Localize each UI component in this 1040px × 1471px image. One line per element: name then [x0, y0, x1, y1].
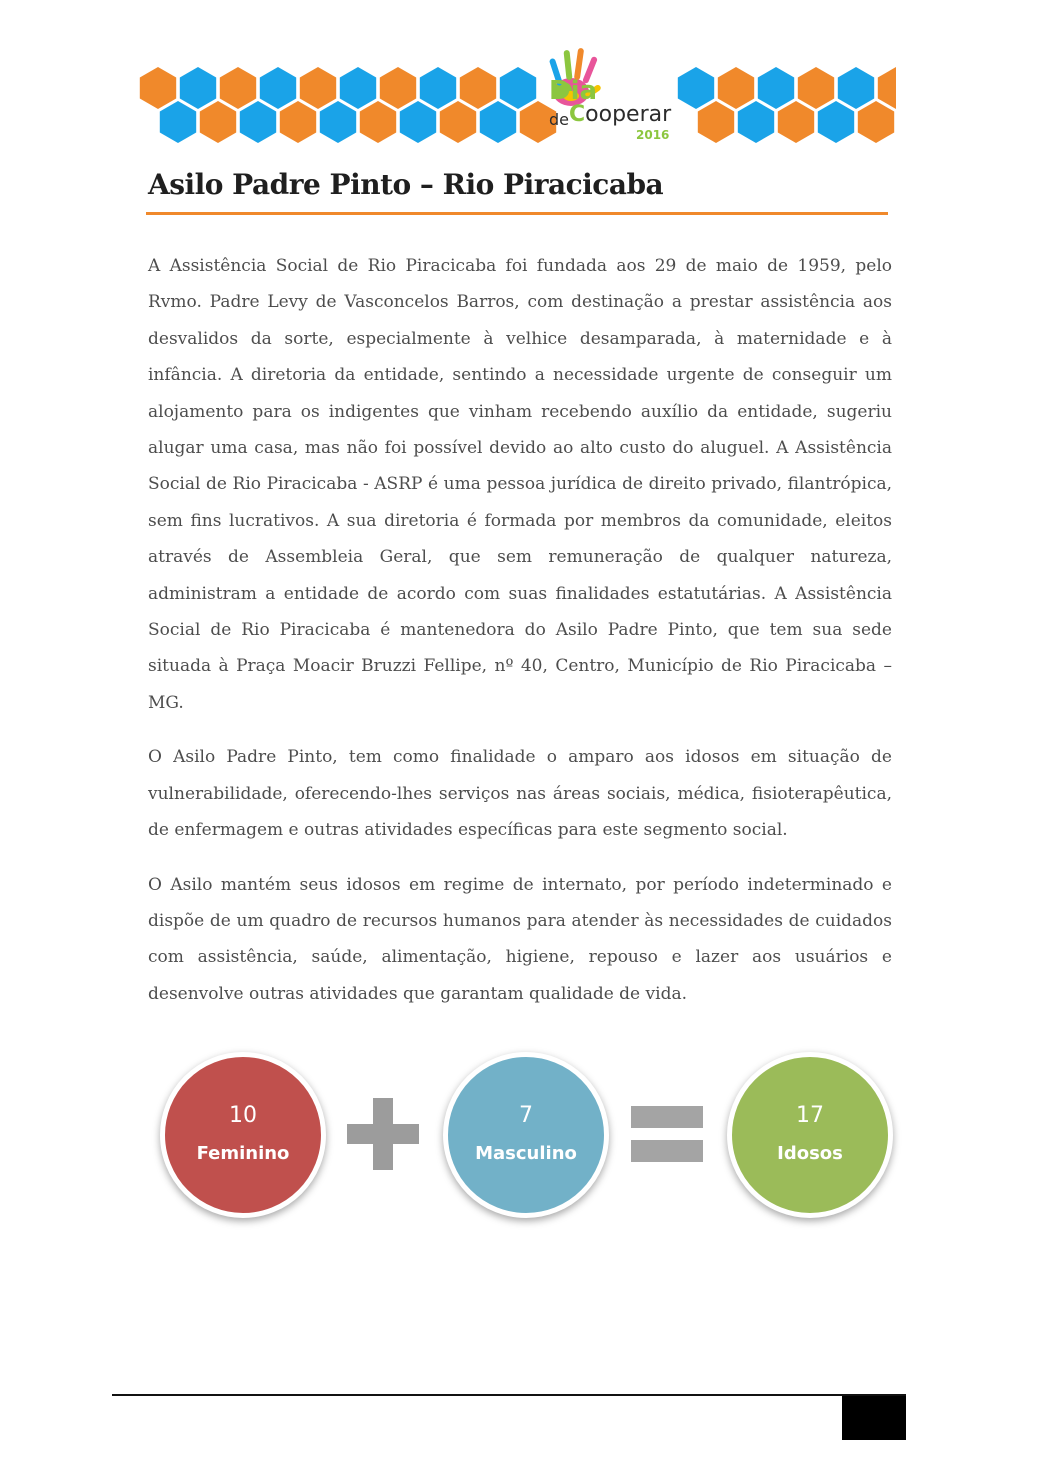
hexagon: [878, 67, 896, 109]
male-count-value: 7: [519, 1103, 533, 1128]
total-count-label: Idosos: [777, 1143, 843, 1164]
dia-de-cooperar-logo: [541, 46, 673, 150]
hexagon: [718, 67, 754, 109]
female-count-label: Feminino: [196, 1143, 290, 1164]
hexagon: [360, 101, 396, 143]
hexagon: [798, 67, 834, 109]
hexagon: [420, 67, 456, 109]
hexagon: [280, 101, 316, 143]
hexagon: [460, 67, 496, 109]
hexagon: [480, 101, 516, 143]
hexagon: [440, 101, 476, 143]
logo-year-text: 2016: [636, 128, 670, 142]
hexagon: [678, 67, 714, 109]
hexagon: [220, 67, 256, 109]
body-text: [148, 248, 892, 1030]
logo-dia-text: Dia: [549, 76, 598, 106]
hexagon: [300, 67, 336, 109]
hexagon: [400, 101, 436, 143]
hexagon-pattern: [136, 46, 896, 156]
hexagon: [818, 101, 854, 143]
paragraph-services: O Asilo mantém seus idosos em regime de internato, por período indeterminado e dispõe de um quadro de recursos humanos para atender às necessidades de cuidados com assistência, saúde, alimentação, higiene, repouso e lazer aos usuários e desenvolve outras atividades que garantam qualidade de vida.: [148, 874, 892, 1004]
hexagon: [320, 101, 356, 143]
hexagon: [260, 67, 296, 109]
hexagon: [380, 67, 416, 109]
total-count-circle: [727, 1052, 893, 1218]
hexagon: [340, 67, 376, 109]
footer-rule: [112, 1394, 906, 1396]
hexagon: [738, 101, 774, 143]
hexagon: [240, 101, 276, 143]
logo-de-text: de: [549, 110, 569, 129]
hexagon: [500, 67, 536, 109]
logo-cooperar-text: Cooperar: [569, 102, 672, 127]
male-count-label: Masculino: [475, 1143, 577, 1164]
hexagon: [778, 101, 814, 143]
hexagon: [180, 67, 216, 109]
hexagon: [140, 67, 176, 109]
paragraph-history: A Assistência Social de Rio Piracicaba foi fundada aos 29 de maio de 1959, pelo Rvmo. Padre Levy de Vasconcelos Barros, com destinação a prestar assistência aos desvalidos da sorte, especialmente à velhice desamparada, à maternidade e à infância. A diretoria da entidade, sentindo a necessidade urgente de conseguir um alojamento para os indigentes que vinham recebendo auxílio da entidade, sugeriu alugar uma casa, mas não foi possível devido ao alto custo do aluguel. A Assistência Social de Rio Piracicaba - ASRP é uma pessoa jurídica de direito privado, filantrópica, sem fins lucrativos. A sua diretoria é formada por membros da comunidade, eleitos através de Assembleia Geral, que sem remuneração de qualquer natureza, administram a entidade de acordo com suas finalidades estatutárias. A Assistência Social de Rio Piracicaba é mantenedora do Asilo Padre Pinto, que tem sua sede situada à Praça Moacir Bruzzi Fellipe, nº 40, Centro, Município de Rio Piracicaba – MG.: [148, 256, 892, 713]
hexagon: [758, 67, 794, 109]
equals-icon: [631, 1106, 703, 1164]
female-count-value: 10: [229, 1103, 257, 1128]
hexagon: [200, 101, 236, 143]
hexagon: [858, 101, 894, 143]
page-number-box: [842, 1396, 906, 1440]
header-banner: [136, 46, 896, 156]
plus-icon: [347, 1098, 419, 1170]
title-underline: [146, 212, 888, 215]
residents-equation: [0, 1050, 1040, 1230]
female-count-circle: [160, 1052, 326, 1218]
hexagon: [160, 101, 196, 143]
hexagon: [838, 67, 874, 109]
hexagon: [698, 101, 734, 143]
male-count-circle: [443, 1052, 609, 1218]
page-title: Asilo Padre Pinto – Rio Piracicaba: [148, 168, 664, 201]
total-count-value: 17: [796, 1103, 824, 1128]
paragraph-purpose: O Asilo Padre Pinto, tem como finalidade o amparo aos idosos em situação de vulnerabilidade, oferecendo-lhes serviços nas áreas sociais, médica, fisioterapêutica, de enfermagem e outras atividades específicas para este segmento social.: [148, 747, 892, 841]
